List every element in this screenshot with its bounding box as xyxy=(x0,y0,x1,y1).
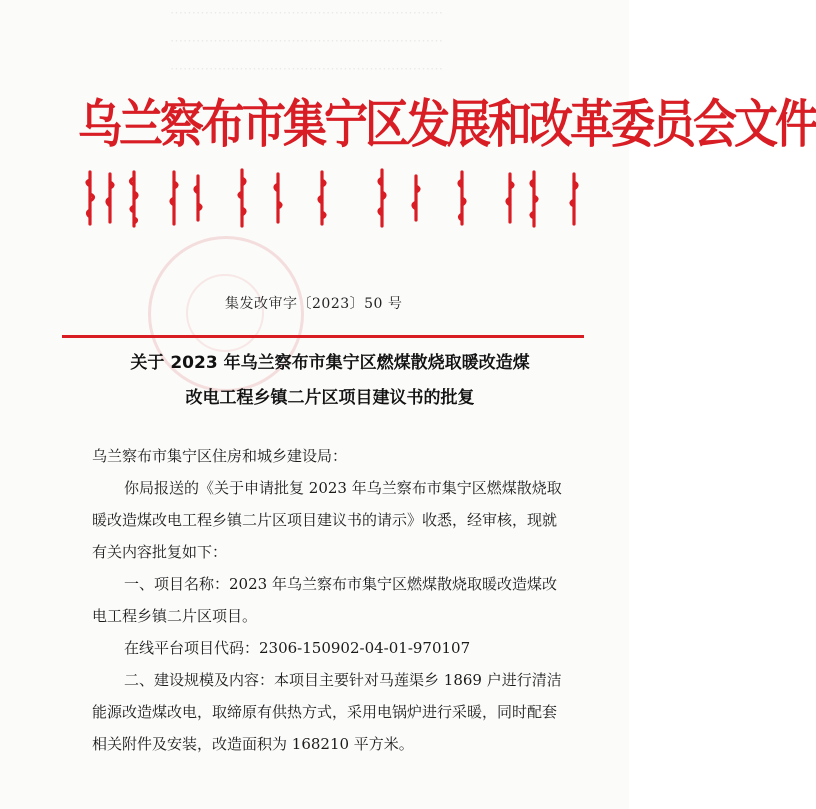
body-paragraph: 一、项目名称：2023 年乌兰察布市集宁区燃煤散烧取暖改造煤改电工程乡镇二片区项目。 xyxy=(92,575,557,625)
issuing-authority-title: 乌兰察布市集宁区发展和改革委员会文件 xyxy=(78,94,816,155)
document-number: 集发改审字〔2023〕50 号 xyxy=(225,296,403,312)
red-divider-line xyxy=(62,335,584,338)
body-paragraph: 你局报送的《关于申请批复 2023 年乌兰察布市集宁区燃煤散烧取暖改造煤改电工程乡镇二片区项目建议书的请示》收悉，经审核，现就有关内容批复如下： xyxy=(92,479,562,561)
bleed-through-text: ⋯⋯⋯⋯⋯⋯⋯⋯⋯⋯⋯⋯⋯⋯⋯⋯⋯⋯⋯⋯⋯ xyxy=(170,62,443,77)
subject-line-2: 改电工程乡镇二片区项目建议书的批复 xyxy=(185,388,475,408)
faint-seal-stamp-inner xyxy=(186,274,264,352)
mongolian-script-title xyxy=(82,168,582,228)
body-paragraph: 二、建设规模及内容：本项目主要针对马莲渠乡 1869 户进行清洁能源改造煤改电，取缔原有供热方式，采用电锅炉进行采暖，同时配套相关附件及安装，改造面积为 168210 平方米。 xyxy=(92,671,562,753)
document-body xyxy=(92,440,562,760)
bleed-through-text: ⋯⋯⋯⋯⋯⋯⋯⋯⋯⋯⋯⋯⋯⋯⋯⋯⋯⋯⋯⋯⋯ xyxy=(170,6,443,21)
recipient-line: 乌兰察布市集宁区住房和城乡建设局： xyxy=(92,447,348,465)
bleed-through-text: ⋯⋯⋯⋯⋯⋯⋯⋯⋯⋯⋯⋯⋯⋯⋯⋯⋯⋯⋯⋯⋯ xyxy=(170,34,443,49)
document-subject xyxy=(70,346,590,416)
body-paragraph: 在线平台项目代码：2306-150902-04-01-970107 xyxy=(124,639,471,657)
mongolian-script-glyphs xyxy=(87,170,577,226)
subject-line-1: 关于 2023 年乌兰察布市集宁区燃煤散烧取暖改造煤 xyxy=(130,353,530,373)
